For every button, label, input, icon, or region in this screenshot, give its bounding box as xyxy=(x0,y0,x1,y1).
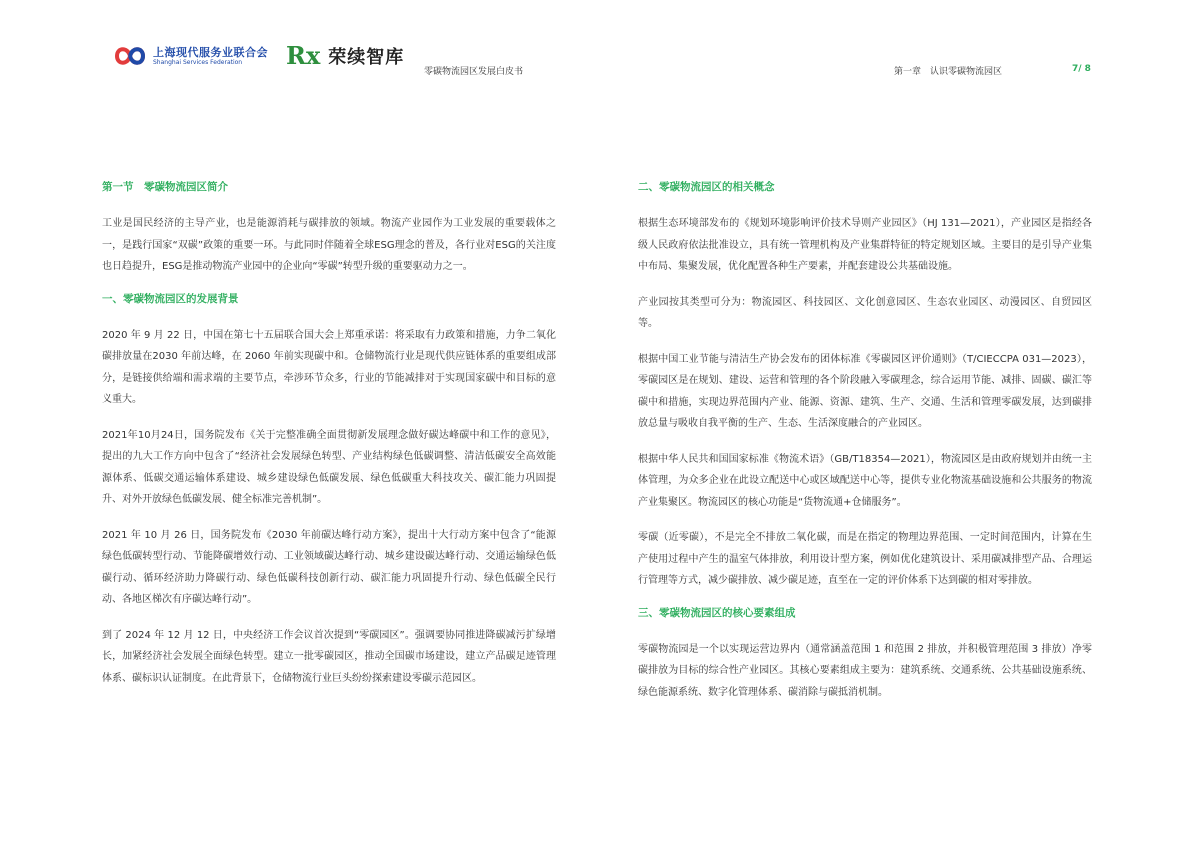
heading-related-concepts: 二、零碳物流园区的相关概念 xyxy=(638,181,775,193)
paragraph: 零碳（近零碳），不是完全不排放二氧化碳，而是在指定的物理边界范围、一定时间范围内，计算在生产使用过程中产生的温室气体排放，利用设计型方案，例如优化建筑设计、采用碳减排型产品、合理运行管理等方式，减少碳排放、减少碳足迹，直至在一定的评价体系下达到碳的相对零排放。 xyxy=(638,532,1092,586)
paragraph: 产业园按其类型可分为：物流园区、科技园区、文化创意园区、生态农业园区、动漫园区、自贸园区等。 xyxy=(638,296,1092,329)
rx-mark-icon xyxy=(286,42,320,70)
right-column xyxy=(638,180,1092,717)
rongxu-logo xyxy=(286,42,404,70)
paragraph: 2020 年 9 月 22 日，中国在第七十五届联合国大会上郑重承诺：将采取有力政策和措施，力争二氧化碳排放量在2030 年前达峰，在 2060 年前实现碳中和。仓储物流行业是现代供应链体系的重要组成部分，是链接供给端和需求端的主要节点，牵涉环节众多，行业的节能减排对于实现国家碳中和目标的意义重大。 xyxy=(102,329,556,405)
federation-logo xyxy=(113,43,268,69)
rx-mark-r: R xyxy=(286,41,306,70)
rx-mark-x: x xyxy=(305,41,321,70)
paragraph: 根据中国工业节能与清洁生产协会发布的团体标准《零碳园区评价通则》（T/CIECCPA 031—2023），零碳园区是在规划、建设、运营和管理的各个阶段融入零碳理念，综合运用节能、减排、固碳、碳汇等碳中和措施，实现边界范围内产业、能源、资源、建筑、生产、交通、生活和管理零碳发展，达到碳排放总量与吸收自我平衡的生产、生态、生活深度融合的产业园区。 xyxy=(638,353,1092,429)
paragraph: 根据生态环境部发布的《规划环境影响评价技术导则产业园区》（HJ 131—2021），产业园区是指经各级人民政府依法批准设立，具有统一管理机构及产业集群特征的特定规划区域。主要目的是引导产业集中布局、集聚发展，优化配置各种生产要素，并配套建设公共基础设施。 xyxy=(638,218,1092,272)
paragraph: 2021年10月24日，国务院发布《关于完整准确全面贯彻新发展理念做好碳达峰碳中和工作的意见》，提出的九大工作方向中包含了“经济社会发展绿色转型、产业结构绿色低碳调整、清洁低碳安全高效能源体系、低碳交通运输体系建设、城乡建设绿色低碳发展、绿色低碳重大科技攻关、碳汇能力巩固提升、对外开放绿色低碳发展、健全标准完善机制”。 xyxy=(102,429,556,505)
chapter-title: 第一章 认识零碳物流园区 xyxy=(894,67,1003,77)
federation-name-en: Shanghai Services Federation xyxy=(153,58,243,66)
rongxu-name: 荣续智库 xyxy=(328,47,405,68)
section-title: 第一节 零碳物流园区简介 xyxy=(102,181,228,193)
heading-development-background: 一、零碳物流园区的发展背景 xyxy=(102,292,239,305)
paragraph: 零碳物流园是一个以实现运营边界内（通常涵盖范围 1 和范围 2 排放，并积极管理范围 3 排放）净零碳排放为目标的综合性产业园区。其核心要素组成主要为：建筑系统、交通系统、公共基础设施系统、绿色能源系统、数字化管理体系、碳消除与碳抵消机制。 xyxy=(638,643,1092,698)
paragraph: 到了 2024 年 12 月 12 日，中央经济工作会议首次提到“零碳园区”。强调要协同推进降碳减污扩绿增长，加紧经济社会发展全面绿色转型。建立一批零碳园区，推动全国碳市场建设，建立产品碳足迹管理体系、碳标识认证制度。在此背景下，仓储物流行业巨头纷纷探索建设零碳示范园区。 xyxy=(102,629,556,684)
paragraph: 根据中华人民共和国国家标准《物流术语》（GB/T18354—2021），物流园区是由政府规划并由统一主体管理，为众多企业在此设立配送中心或区域配送中心等，提供专业化物流基础设施和公共服务的物流产业集聚区。物流园区的核心功能是“货物流通+仓储服务”。 xyxy=(638,453,1092,508)
page-number: 7/ 8 xyxy=(1072,64,1091,74)
document-title: 零碳物流园区发展白皮书 xyxy=(424,67,524,77)
left-column xyxy=(102,180,556,703)
federation-knot-icon xyxy=(113,43,147,69)
paragraph: 2021 年 10 月 26 日，国务院发布《2030 年前碳达峰行动方案》，提出十大行动方案中包含了“能源绿色低碳转型行动、节能降碳增效行动、工业领域碳达峰行动、城乡建设碳达峰行动、交通运输绿色低碳行动、循环经济助力降碳行动、绿色低碳科技创新行动、碳汇能力巩固提升行动、绿色低碳全民行动、各地区梯次有序碳达峰行动”。 xyxy=(102,529,556,605)
heading-core-elements: 三、零碳物流园区的核心要素组成 xyxy=(638,606,796,619)
intro-paragraph: 工业是国民经济的主导产业，也是能源消耗与碳排放的领域。物流产业园作为工业发展的重要载体之一，是践行国家“双碳”政策的重要一环。与此同时伴随着全球ESG理念的普及，各行业对ESG的关注度也日趋提升，ESG是推动物流产业园中的企业向“零碳”转型升级的重要驱动力之一。 xyxy=(102,218,556,272)
federation-name-cn: 上海现代服务业联合会 xyxy=(153,45,268,59)
